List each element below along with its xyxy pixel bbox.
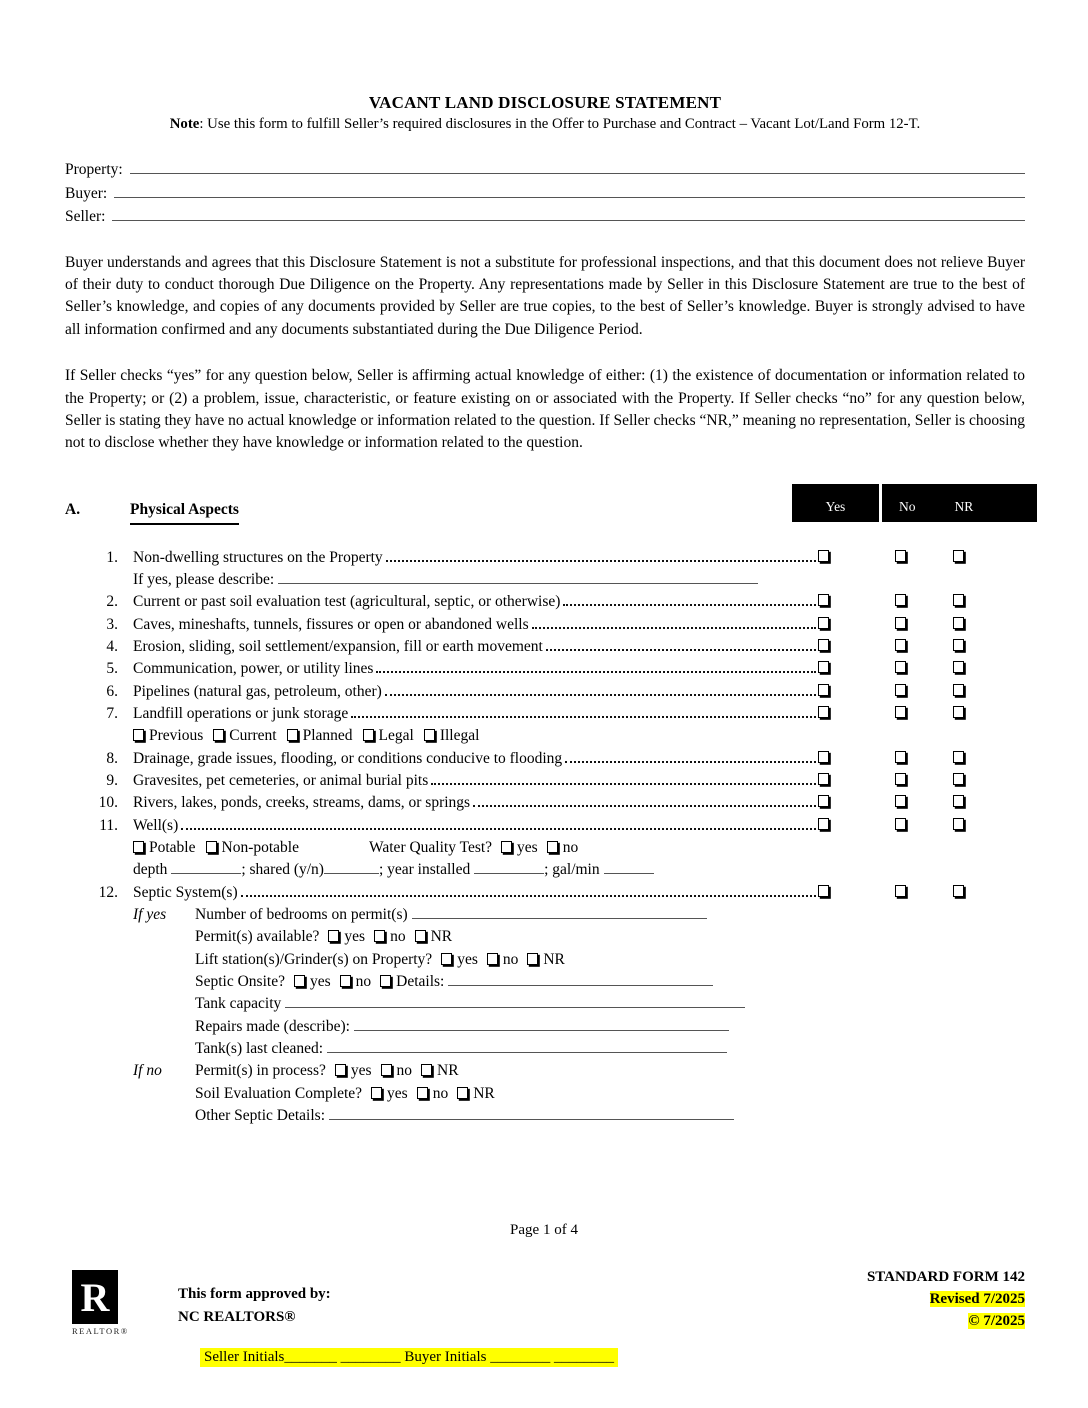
in-process-no	[381, 1060, 413, 1082]
option-label: yes	[457, 950, 478, 968]
seller-field-row	[65, 207, 1025, 231]
landfill-option-illegal	[424, 725, 480, 747]
question-number: 7.	[106, 705, 118, 723]
option-label: no	[355, 972, 372, 990]
permits-available-yes	[328, 926, 365, 948]
page-number: Page 1 of 4	[510, 1222, 578, 1238]
checkbox-yes[interactable]	[818, 706, 829, 718]
checkbox-no[interactable]	[895, 684, 906, 696]
seller-input-line[interactable]	[112, 207, 1025, 221]
cell-no	[895, 748, 908, 770]
checkbox-yes[interactable]	[294, 975, 305, 987]
question-number: 12.	[98, 883, 118, 901]
checkbox-yes[interactable]	[818, 818, 829, 830]
water-quality-yes	[501, 837, 538, 859]
soil-eval-no	[417, 1083, 449, 1105]
question-row-1	[65, 547, 1025, 569]
question-main	[133, 882, 818, 904]
checkbox-no[interactable]	[895, 594, 906, 606]
question-main	[133, 815, 818, 837]
option-label: yes	[387, 1084, 408, 1102]
checkbox-yes[interactable]	[371, 1087, 382, 1099]
cell-no	[895, 792, 908, 814]
initials-line[interactable]: Seller Initials_______ ________ Buyer Initials ________ ________	[200, 1348, 618, 1367]
tank-capacity-input-line[interactable]	[285, 995, 745, 1008]
checkbox-yes[interactable]	[818, 550, 829, 562]
septic-soil-eval-row	[133, 1083, 1025, 1105]
section-title: Physical Aspects	[130, 501, 239, 525]
cell-nr	[953, 703, 966, 725]
cell-nr	[953, 681, 966, 703]
galmin-input-line[interactable]	[604, 861, 654, 874]
question-text: Current or past soil evaluation test (agricultural, septic, or otherwise)	[133, 593, 561, 611]
question-number: 2.	[106, 593, 118, 611]
checkbox-nr[interactable]	[953, 617, 964, 629]
option-label: Legal	[378, 727, 414, 745]
cell-nr	[953, 614, 966, 636]
option-label: yes	[350, 1062, 372, 1080]
other-details-input-line[interactable]	[329, 1107, 734, 1120]
dotted-leader	[351, 716, 816, 718]
landfill-option-legal	[363, 725, 424, 747]
cell-no	[895, 770, 908, 792]
checkbox-nr[interactable]	[953, 818, 964, 830]
dotted-leader	[241, 895, 816, 897]
checkbox-no[interactable]	[895, 773, 906, 785]
checkbox-nr[interactable]	[953, 706, 964, 718]
question-text: Gravesites, pet cemeteries, or animal burial pits	[133, 772, 429, 790]
question-number: 10.	[98, 794, 118, 812]
checkbox-details[interactable]	[380, 975, 391, 987]
option-label: no	[396, 1062, 413, 1080]
checkbox-no[interactable]	[895, 751, 906, 763]
bedrooms-label: Number of bedrooms on permit(s)	[195, 906, 408, 923]
cell-yes	[818, 547, 831, 569]
cell-nr	[953, 658, 966, 680]
dotted-leader	[431, 783, 816, 785]
cell-nr	[953, 636, 966, 658]
checkbox-yes[interactable]	[335, 1064, 346, 1076]
question-number: 4.	[106, 638, 118, 656]
checkbox-no[interactable]	[895, 550, 906, 562]
checkbox-yes[interactable]	[818, 617, 829, 629]
gal-min-label: ; gal/min	[544, 861, 600, 879]
septic-repairs-row	[133, 1016, 1025, 1038]
checkbox-yes[interactable]	[818, 751, 829, 763]
checkbox-no[interactable]	[895, 818, 906, 830]
option-label: NR	[543, 950, 565, 968]
question-number: 9.	[106, 772, 118, 790]
cell-yes	[818, 815, 831, 837]
dotted-leader	[385, 694, 816, 696]
cell-nr	[953, 748, 966, 770]
cell-yes	[818, 748, 831, 770]
septic-onsite-details	[380, 971, 444, 993]
permits-available-label: Permit(s) available?	[195, 928, 320, 946]
buyer-input-line[interactable]	[114, 184, 1025, 198]
cell-no	[895, 703, 908, 725]
water-quality-question: Water Quality Test?	[368, 839, 493, 857]
shared-input-line[interactable]	[324, 861, 379, 874]
question-row-2	[65, 591, 1025, 613]
septic-onsite-yes	[294, 971, 331, 993]
buyer-label: Buyer:	[65, 184, 108, 202]
lift-station-yes	[441, 949, 478, 971]
option-label: Planned	[302, 727, 353, 745]
septic-last-cleaned-row	[133, 1038, 1025, 1060]
realtor-logo-icon	[72, 1270, 118, 1324]
well-options-row	[133, 837, 1025, 859]
checkbox-nr[interactable]	[415, 930, 426, 942]
other-details-label: Other Septic Details:	[195, 1106, 325, 1124]
checkbox-no[interactable]	[895, 706, 906, 718]
question-text: Communication, power, or utility lines	[133, 660, 374, 678]
checkbox-yes[interactable]	[441, 953, 452, 965]
question-7-options-row	[133, 725, 1025, 747]
option-label: no	[432, 1084, 449, 1102]
paragraph-yes-no-nr: If Seller checks “yes” for any question below, Seller is affirming actual knowledge of either: (1) the existence of documentation or information related to the Property; or (2) a problem, issue, characteristic, or feature existing on or associated with the Property. If Seller checks “no” for any question below, Seller is stating they have no actual knowledge or information related to the question. If Seller checks “NR,” meaning no representation, Seller is choosing not to disclose whether they have knowledge or information related to the question.	[65, 367, 1025, 452]
option-label: NR	[430, 928, 453, 946]
question-row-8	[65, 748, 1025, 770]
revised-date: Revised 7/2025	[929, 1291, 1025, 1307]
party-fields	[65, 160, 1025, 231]
cell-yes	[818, 703, 831, 725]
checkbox-nr[interactable]	[953, 550, 964, 562]
checkbox-nr[interactable]	[953, 594, 964, 606]
form-note	[65, 116, 1025, 133]
landfill-option-planned	[287, 725, 363, 747]
checkbox-no[interactable]	[340, 975, 351, 987]
details-input-line[interactable]	[448, 973, 713, 986]
checkbox-yes[interactable]	[818, 684, 829, 696]
checkbox-nr[interactable]	[457, 1087, 468, 1099]
septic-onsite-row	[133, 971, 1025, 993]
septic-onsite-label: Septic Onsite?	[195, 972, 285, 990]
permits-available-no	[374, 926, 406, 948]
option-label: NR	[437, 1062, 459, 1080]
cell-no	[895, 614, 908, 636]
soil-eval-yes	[371, 1083, 408, 1105]
dotted-leader	[565, 761, 816, 763]
cell-yes	[818, 792, 831, 814]
checkbox-nonpotable[interactable]	[206, 841, 217, 853]
question-text: Landfill operations or junk storage	[133, 705, 349, 723]
repairs-input-line[interactable]	[354, 1018, 729, 1031]
checkbox-no[interactable]	[895, 661, 906, 673]
permits-available-nr	[415, 926, 453, 948]
dotted-leader	[376, 671, 816, 673]
checkbox-yes[interactable]	[818, 795, 829, 807]
lift-station-nr	[527, 949, 565, 971]
checkbox-previous[interactable]	[133, 729, 144, 741]
col-header-no-nr	[882, 484, 1037, 522]
if-yes-describe-label: If yes, please describe:	[133, 571, 275, 589]
seller-label: Seller:	[65, 208, 106, 225]
septic-details-block	[133, 904, 1025, 1127]
question-row-7	[65, 703, 1025, 725]
option-label: Potable	[149, 839, 196, 857]
septic-bedrooms-row	[133, 904, 1025, 926]
well-option-potable	[133, 837, 206, 859]
approved-org-line: NC REALTORS®	[178, 1308, 296, 1325]
question-text: Pipelines (natural gas, petroleum, other)	[133, 682, 382, 700]
cell-no	[895, 815, 908, 837]
septic-other-details-row	[133, 1105, 1025, 1127]
checkbox-nr[interactable]	[953, 885, 964, 897]
question-main	[133, 591, 818, 613]
cell-no	[895, 658, 908, 680]
lift-station-label: Lift station(s)/Grinder(s) on Property?	[195, 950, 433, 968]
approved-by-block	[178, 1283, 331, 1328]
last-cleaned-label: Tank(s) last cleaned:	[195, 1039, 324, 1057]
question-row-11	[65, 815, 1025, 837]
approved-by-line: This form approved by:	[178, 1286, 331, 1302]
option-label: no	[562, 839, 579, 857]
question-text: Rivers, lakes, ponds, creeks, streams, dams, or springs	[133, 794, 471, 812]
question-row-10	[65, 792, 1025, 814]
permits-in-process-label: Permit(s) in process?	[195, 1062, 326, 1080]
soil-eval-nr	[457, 1083, 495, 1105]
cell-no	[895, 882, 908, 904]
question-number: 3.	[106, 615, 118, 633]
checkbox-no[interactable]	[417, 1087, 428, 1099]
checkbox-current[interactable]	[213, 729, 224, 741]
property-input-line[interactable]	[130, 160, 1025, 174]
in-process-yes	[335, 1060, 372, 1082]
cell-nr	[953, 792, 966, 814]
septic-permits-in-process-row	[133, 1060, 1025, 1082]
cell-yes	[818, 614, 831, 636]
if-yes-label: If yes	[133, 906, 167, 923]
option-label: yes	[344, 928, 366, 946]
question-number: 6.	[106, 682, 118, 700]
well-depth-row	[133, 859, 1025, 881]
question-main	[133, 614, 818, 636]
bedrooms-input-line[interactable]	[412, 906, 707, 919]
cell-yes	[818, 658, 831, 680]
cell-nr	[953, 882, 966, 904]
option-label: no	[502, 950, 519, 968]
tank-capacity-label: Tank capacity	[195, 995, 282, 1013]
cell-yes	[818, 636, 831, 658]
dotted-leader	[386, 560, 816, 562]
form-info-block	[867, 1266, 1025, 1332]
year-input-line[interactable]	[474, 861, 544, 874]
cell-no	[895, 681, 908, 703]
option-label: Non-potable	[221, 839, 299, 857]
checkbox-no[interactable]	[895, 885, 906, 897]
question-text: Drainage, grade issues, flooding, or conditions conducive to flooding	[133, 749, 563, 767]
copyright-date: © 7/2025	[968, 1313, 1025, 1329]
checkbox-no[interactable]	[895, 617, 906, 629]
question-main	[133, 658, 818, 680]
soil-eval-label: Soil Evaluation Complete?	[195, 1084, 363, 1102]
cell-yes	[818, 770, 831, 792]
question-row-9	[65, 770, 1025, 792]
checkbox-nr[interactable]	[953, 639, 964, 651]
last-cleaned-input-line[interactable]	[327, 1040, 727, 1053]
checkbox-potable[interactable]	[133, 841, 144, 853]
checkbox-no[interactable]	[487, 953, 498, 965]
checkbox-yes[interactable]	[818, 661, 829, 673]
checkbox-yes[interactable]	[818, 594, 829, 606]
section-letter: A.	[65, 500, 81, 518]
question-1-describe-row	[133, 569, 1025, 591]
cell-nr	[953, 547, 966, 569]
option-label: no	[390, 928, 406, 946]
option-label: Illegal	[439, 727, 480, 745]
checkbox-illegal[interactable]	[424, 729, 435, 741]
property-label: Property:	[65, 161, 123, 178]
describe-input-line[interactable]	[278, 571, 758, 584]
question-row-3	[65, 614, 1025, 636]
option-label: Current	[229, 727, 277, 745]
col-header-nr: NR	[954, 498, 974, 514]
checkbox-no[interactable]	[895, 639, 906, 651]
landfill-option-previous	[133, 725, 213, 747]
lift-station-no	[487, 949, 519, 971]
dotted-leader	[563, 604, 816, 606]
question-number: 1.	[106, 548, 118, 566]
question-main	[133, 748, 818, 770]
cell-yes	[818, 681, 831, 703]
question-row-5	[65, 658, 1025, 680]
septic-permits-available-row	[133, 926, 1025, 948]
question-main	[133, 681, 818, 703]
yes-no-nr-header	[792, 484, 1037, 522]
cell-no	[895, 636, 908, 658]
property-field-row	[65, 160, 1025, 184]
checkbox-no[interactable]	[895, 795, 906, 807]
checkbox-no[interactable]	[547, 841, 558, 853]
dotted-leader	[532, 627, 816, 629]
option-label: yes	[309, 972, 331, 990]
realtor-logo	[72, 1270, 142, 1336]
checkbox-yes[interactable]	[818, 885, 829, 897]
question-number: 8.	[106, 749, 118, 767]
question-main	[133, 547, 818, 569]
if-no-label: If no	[133, 1062, 162, 1080]
cell-nr	[953, 770, 966, 792]
checkbox-nr[interactable]	[953, 684, 964, 696]
cell-yes	[818, 591, 831, 613]
question-main	[133, 703, 818, 725]
questions-list	[65, 547, 1025, 1128]
option-label: yes	[517, 839, 538, 857]
checkbox-nr[interactable]	[953, 661, 964, 673]
question-number: 11.	[99, 816, 118, 834]
standard-form-number: STANDARD FORM 142	[866, 1269, 1025, 1285]
question-main	[133, 792, 818, 814]
realtor-logo-label: REALTOR®	[72, 1326, 129, 1336]
logo-letter: R	[80, 1274, 110, 1320]
col-header-yes: Yes	[792, 484, 879, 522]
question-row-6	[65, 681, 1025, 703]
dotted-leader	[473, 805, 816, 807]
details-label: Details:	[396, 972, 445, 990]
septic-tank-capacity-row	[133, 993, 1025, 1015]
cell-nr	[953, 591, 966, 613]
question-text: Well(s)	[133, 816, 179, 834]
question-text: Caves, mineshafts, tunnels, fissures or open or abandoned wells	[133, 615, 529, 633]
checkbox-nr[interactable]	[953, 795, 964, 807]
checkbox-no[interactable]	[381, 1064, 392, 1076]
in-process-nr	[421, 1060, 459, 1082]
question-row-12	[65, 882, 1025, 904]
question-main	[133, 770, 818, 792]
dotted-leader	[546, 649, 816, 651]
question-text: Erosion, sliding, soil settlement/expansion, fill or earth movement	[133, 638, 543, 656]
dotted-leader	[181, 828, 816, 830]
checkbox-nr[interactable]	[421, 1064, 432, 1076]
checkbox-nr[interactable]	[527, 953, 538, 965]
question-text: Non-dwelling structures on the Property	[133, 548, 383, 566]
question-row-4	[65, 636, 1025, 658]
checkbox-yes[interactable]	[818, 773, 829, 785]
note-label: Note	[169, 116, 200, 132]
paragraph-buyer-understands: Buyer understands and agrees that this Disclosure Statement is not a substitute for professional inspections, and that this document does not relieve Buyer of their duty to conduct thorough Due Diligence on the Property. Any representations made by Seller in this Disclosure Statement are true to the best of Seller’s knowledge, and copies of any documents provided by Seller are true copies, to the best of Seller’s knowledge. Buyer is strongly advised to have all information confirmed and any documents substantiated during the Due Diligence Period.	[65, 253, 1025, 338]
buyer-field-row	[65, 184, 1025, 208]
question-number: 5.	[106, 660, 118, 678]
checkbox-nr[interactable]	[953, 751, 964, 763]
form-title: VACANT LAND DISCLOSURE STATEMENT	[368, 93, 722, 112]
checkbox-yes[interactable]	[328, 930, 339, 942]
repairs-label: Repairs made (describe):	[195, 1017, 350, 1035]
cell-yes	[818, 882, 831, 904]
depth-input-line[interactable]	[171, 861, 241, 874]
checkbox-yes[interactable]	[818, 639, 829, 651]
depth-label: depth	[133, 861, 168, 879]
question-text: Septic System(s)	[133, 883, 238, 901]
section-a-header	[65, 498, 1025, 525]
col-header-no: No	[899, 498, 916, 514]
cell-no	[895, 591, 908, 613]
option-label: Previous	[149, 727, 204, 745]
cell-nr	[953, 815, 966, 837]
option-label: NR	[473, 1084, 495, 1102]
note-text: : Use this form to fulfill Seller’s required disclosures in the Offer to Purchase and Contract – Vacant Lot/Land Form 12-T.	[199, 116, 921, 132]
shared-label: ; shared (y/n)	[241, 861, 324, 879]
septic-onsite-no	[340, 971, 372, 993]
question-main	[133, 636, 818, 658]
water-quality-no	[547, 837, 579, 859]
septic-lift-station-row	[133, 949, 1025, 971]
year-installed-label: ; year installed	[378, 861, 471, 879]
landfill-option-current	[213, 725, 286, 747]
checkbox-legal[interactable]	[363, 729, 374, 741]
checkbox-no[interactable]	[374, 930, 385, 942]
well-option-nonpotable	[206, 837, 299, 859]
checkbox-planned[interactable]	[287, 729, 298, 741]
checkbox-yes[interactable]	[501, 841, 512, 853]
cell-no	[895, 547, 908, 569]
checkbox-nr[interactable]	[953, 773, 964, 785]
